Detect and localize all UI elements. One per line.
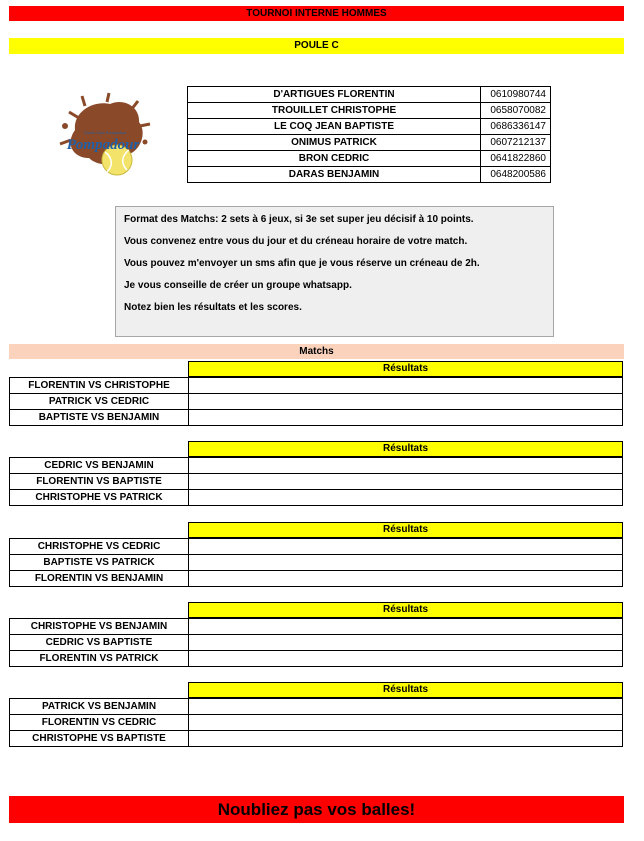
match-table [9, 618, 623, 667]
result-cell[interactable] [189, 619, 623, 635]
result-cell[interactable] [189, 635, 623, 651]
match-name: CHRISTOPHE VS CEDRIC [10, 539, 189, 555]
result-cell[interactable] [189, 410, 623, 426]
svg-text:Pompadour: Pompadour [66, 137, 140, 153]
match-table [9, 698, 623, 747]
match-row [10, 699, 623, 715]
player-name: D'ARTIGUES FLORENTIN [188, 87, 481, 103]
result-cell[interactable] [189, 539, 623, 555]
results-header: Résultats [188, 522, 623, 538]
player-row [188, 119, 551, 135]
results-header: Résultats [188, 602, 623, 618]
player-name: BRON CEDRIC [188, 151, 481, 167]
results-header: Résultats [188, 361, 623, 377]
match-name: FLORENTIN VS PATRICK [10, 651, 189, 667]
result-cell[interactable] [189, 699, 623, 715]
result-cell[interactable] [189, 571, 623, 587]
player-phone: 0610980744 [481, 87, 551, 103]
result-cell[interactable] [189, 715, 623, 731]
match-name: PATRICK VS BENJAMIN [10, 699, 189, 715]
result-cell[interactable] [189, 651, 623, 667]
player-phone: 0641822860 [481, 151, 551, 167]
result-cell[interactable] [189, 731, 623, 747]
match-name: PATRICK VS CEDRIC [10, 394, 189, 410]
match-name: CEDRIC VS BAPTISTE [10, 635, 189, 651]
rule-line: Je vous conseille de créer un groupe whatsapp. [124, 280, 352, 291]
results-header: Résultats [188, 441, 623, 457]
player-name: TROUILLET CHRISTOPHE [188, 103, 481, 119]
result-cell[interactable] [189, 490, 623, 506]
player-phone: 0658070082 [481, 103, 551, 119]
rule-line: Vous convenez entre vous du jour et du créneau horaire de votre match. [124, 236, 468, 247]
match-row [10, 715, 623, 731]
match-row [10, 635, 623, 651]
match-row [10, 458, 623, 474]
match-row [10, 474, 623, 490]
match-table [9, 457, 623, 506]
footer-reminder: Noubliez pas vos balles! [9, 796, 624, 823]
match-row [10, 731, 623, 747]
match-name: FLORENTIN VS CHRISTOPHE [10, 378, 189, 394]
result-cell[interactable] [189, 555, 623, 571]
match-table [9, 538, 623, 587]
pool-title: POULE C [9, 38, 624, 54]
match-table [9, 377, 623, 426]
rule-line: Format des Matchs: 2 sets à 6 jeux, si 3e set super jeu décisif à 10 points. [124, 214, 474, 225]
player-name: DARAS BENJAMIN [188, 167, 481, 183]
match-rules-box [115, 206, 554, 337]
match-name: CHRISTOPHE VS BENJAMIN [10, 619, 189, 635]
result-cell[interactable] [189, 378, 623, 394]
match-name: FLORENTIN VS BAPTISTE [10, 474, 189, 490]
match-name: BAPTISTE VS BENJAMIN [10, 410, 189, 426]
result-cell[interactable] [189, 458, 623, 474]
match-row [10, 555, 623, 571]
player-phone: 0648200586 [481, 167, 551, 183]
match-row [10, 490, 623, 506]
player-phone: 0607212137 [481, 135, 551, 151]
match-name: CHRISTOPHE VS PATRICK [10, 490, 189, 506]
players-table [187, 86, 551, 183]
svg-text:Tennis Club Pompadour: Tennis Club Pompadour [83, 130, 127, 135]
result-cell[interactable] [189, 474, 623, 490]
player-name: ONIMUS PATRICK [188, 135, 481, 151]
player-phone: 0686336147 [481, 119, 551, 135]
match-row [10, 539, 623, 555]
match-name: FLORENTIN VS BENJAMIN [10, 571, 189, 587]
match-row [10, 571, 623, 587]
match-row [10, 410, 623, 426]
match-name: CEDRIC VS BENJAMIN [10, 458, 189, 474]
matchs-header: Matchs [9, 344, 624, 359]
player-row [188, 167, 551, 183]
player-name: LE COQ JEAN BAPTISTE [188, 119, 481, 135]
player-row [188, 103, 551, 119]
match-name: BAPTISTE VS PATRICK [10, 555, 189, 571]
results-header: Résultats [188, 682, 623, 698]
player-row [188, 135, 551, 151]
result-cell[interactable] [189, 394, 623, 410]
player-row [188, 87, 551, 103]
rule-line: Vous pouvez m'envoyer un sms afin que je vous réserve un créneau de 2h. [124, 258, 480, 269]
match-row [10, 651, 623, 667]
match-name: CHRISTOPHE VS BAPTISTE [10, 731, 189, 747]
rule-line: Notez bien les résultats et les scores. [124, 302, 302, 313]
club-logo-graphic [55, 92, 155, 184]
match-row [10, 394, 623, 410]
match-row [10, 619, 623, 635]
tournament-title: TOURNOI INTERNE HOMMES [9, 6, 624, 21]
club-logo [55, 92, 155, 184]
player-row [188, 151, 551, 167]
match-name: FLORENTIN VS CEDRIC [10, 715, 189, 731]
match-row [10, 378, 623, 394]
